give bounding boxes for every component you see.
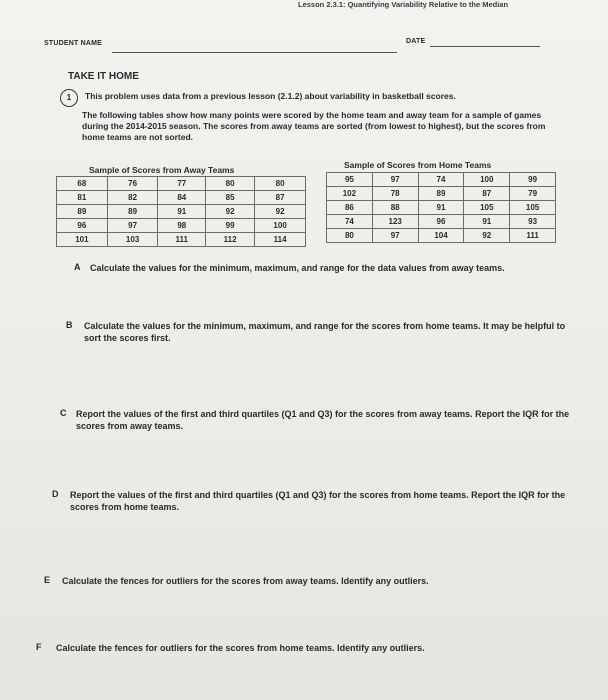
question-d-text: Report the values of the first and third quartiles (Q1 and Q3) for the scores from home teams. Report the IQR for the scores from home teams. xyxy=(70,490,566,512)
home-scores-table xyxy=(326,172,556,243)
question-e-text: Calculate the fences for outliers for the scores from away teams. Identify any outliers. xyxy=(62,576,429,586)
table-cell: 89 xyxy=(57,205,108,219)
table-cell: 88 xyxy=(372,201,418,215)
question-c-letter: C xyxy=(60,408,67,418)
table-cell: 100 xyxy=(464,173,510,187)
section-title: TAKE IT HOME xyxy=(68,71,139,82)
question-a-text: Calculate the values for the minimum, maximum, and range for the data values from away teams. xyxy=(90,263,505,273)
table-cell: 87 xyxy=(255,191,306,205)
table-cell: 89 xyxy=(418,187,464,201)
table-cell: 95 xyxy=(327,173,373,187)
table-cell: 80 xyxy=(206,177,255,191)
table-cell: 91 xyxy=(158,205,206,219)
table-row xyxy=(57,205,306,219)
date-label: DATE xyxy=(406,38,426,45)
question-b-text: Calculate the values for the minimum, maximum, and range for the scores from home teams. It may be helpful to sort the scores first. xyxy=(84,321,566,343)
table-cell: 97 xyxy=(372,229,418,243)
question-f-letter: F xyxy=(36,642,42,652)
table-cell: 91 xyxy=(418,201,464,215)
question-a-letter: A xyxy=(74,262,81,272)
student-name-label: STUDENT NAME xyxy=(44,40,103,47)
table-cell: 96 xyxy=(57,219,108,233)
table-cell: 87 xyxy=(464,187,510,201)
table-row xyxy=(327,201,556,215)
table-cell: 101 xyxy=(57,233,108,247)
table-cell: 105 xyxy=(464,201,510,215)
table-cell: 102 xyxy=(327,187,373,201)
table-cell: 89 xyxy=(107,205,158,219)
table-cell: 111 xyxy=(158,233,206,247)
table-cell: 99 xyxy=(206,219,255,233)
table-cell: 77 xyxy=(158,177,206,191)
table-cell: 79 xyxy=(510,187,556,201)
table-cell: 97 xyxy=(372,173,418,187)
table-cell: 92 xyxy=(206,205,255,219)
table-row xyxy=(57,191,306,205)
table-cell: 78 xyxy=(372,187,418,201)
table-cell: 74 xyxy=(327,215,373,229)
away-scores-table xyxy=(56,176,306,247)
table-cell: 81 xyxy=(57,191,108,205)
table-row xyxy=(327,187,556,201)
table-row xyxy=(57,219,306,233)
table-cell: 84 xyxy=(158,191,206,205)
table-cell: 92 xyxy=(255,205,306,219)
question-f-text: Calculate the fences for outliers for the scores from home teams. Identify any outliers. xyxy=(56,643,425,653)
table-cell: 82 xyxy=(107,191,158,205)
table-cell: 111 xyxy=(510,229,556,243)
table-cell: 96 xyxy=(418,215,464,229)
table-row xyxy=(327,173,556,187)
table-cell: 105 xyxy=(510,201,556,215)
table-row xyxy=(327,215,556,229)
table-cell: 123 xyxy=(372,215,418,229)
table-row xyxy=(57,177,306,191)
question-d-letter: D xyxy=(52,489,59,499)
table-cell: 104 xyxy=(418,229,464,243)
table-cell: 85 xyxy=(206,191,255,205)
table-cell: 98 xyxy=(158,219,206,233)
table-cell: 97 xyxy=(107,219,158,233)
question-c-text: Report the values of the first and third quartiles (Q1 and Q3) for the scores from away teams. Report the IQR for the scores from away teams. xyxy=(76,409,570,431)
away-table-caption: Sample of Scores from Away Teams xyxy=(89,165,235,175)
date-line xyxy=(430,46,540,47)
table-row xyxy=(57,233,306,247)
table-cell: 92 xyxy=(464,229,510,243)
table-cell: 76 xyxy=(107,177,158,191)
table-cell: 99 xyxy=(510,173,556,187)
lesson-title: Lesson 2.3.1: Quantifying Variability Relative to the Median xyxy=(298,0,509,9)
question-e-letter: E xyxy=(44,575,51,585)
table-row xyxy=(327,229,556,243)
table-cell: 93 xyxy=(510,215,556,229)
table-cell: 86 xyxy=(327,201,373,215)
problem-number-badge: 1 xyxy=(60,89,78,107)
table-cell: 100 xyxy=(255,219,306,233)
table-cell: 68 xyxy=(57,177,108,191)
table-cell: 74 xyxy=(418,173,464,187)
home-table-caption: Sample of Scores from Home Teams xyxy=(344,160,492,170)
table-cell: 80 xyxy=(255,177,306,191)
table-cell: 112 xyxy=(206,233,255,247)
table-cell: 114 xyxy=(255,233,306,247)
problem-description: The following tables show how many points were scored by the home team and away team for a sample of games during the 2014-2015 season. The scores from away teams are sorted (from lowest to highest), but the scores from home teams are not sorted. xyxy=(82,110,546,142)
table-cell: 91 xyxy=(464,215,510,229)
table-cell: 80 xyxy=(327,229,373,243)
student-name-line xyxy=(112,52,397,53)
question-b-letter: B xyxy=(66,320,73,330)
table-cell: 103 xyxy=(107,233,158,247)
problem-intro: This problem uses data from a previous lesson (2.1.2) about variability in basketball scores. xyxy=(85,91,456,101)
